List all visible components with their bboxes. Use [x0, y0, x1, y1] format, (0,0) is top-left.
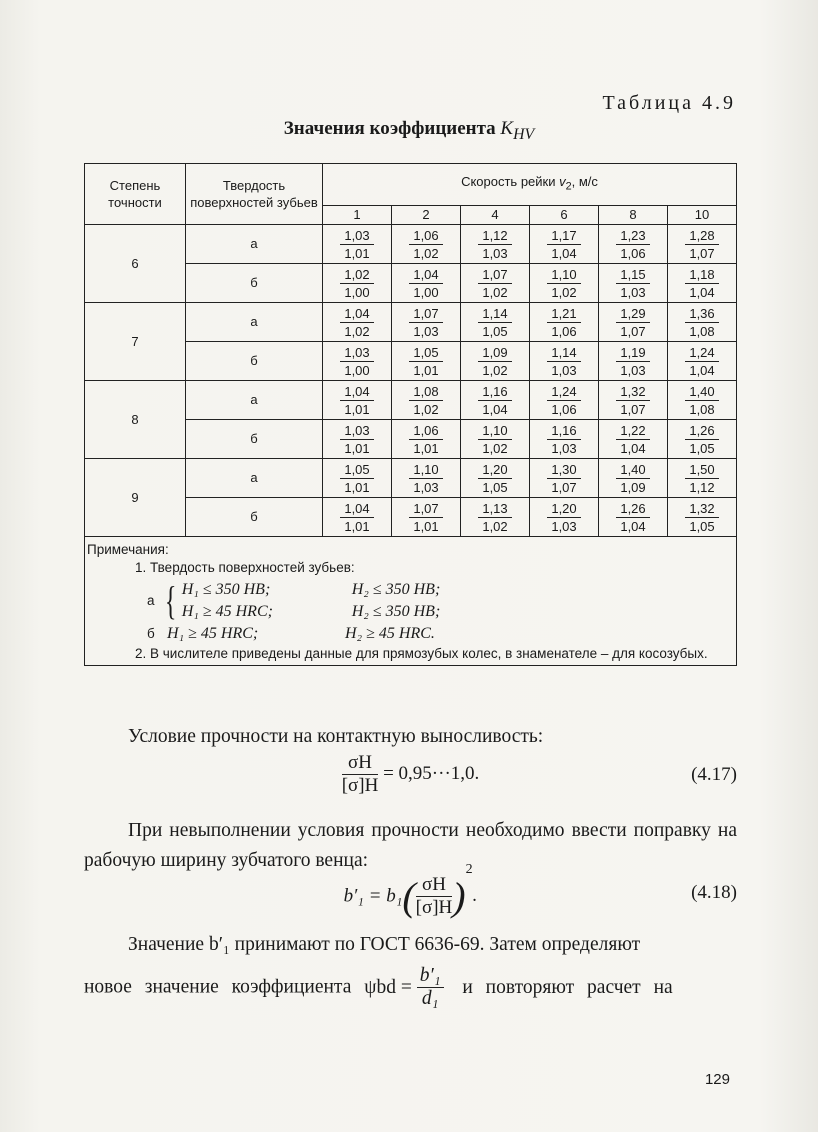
case-a-label: а	[147, 593, 155, 608]
notes	[85, 537, 737, 666]
value-numerator: 1,36	[685, 305, 719, 323]
value-cell	[323, 420, 392, 459]
value-cell	[668, 381, 737, 420]
value-cell	[668, 225, 737, 264]
value-denominator: 1,01	[344, 401, 370, 417]
note-1: 1. Твердость поверхностей зубьев:	[135, 560, 355, 575]
value-cell	[323, 225, 392, 264]
paragraph-2: При невыполнении условия прочности необходимо ввести поправку на рабочую ширину зубчатого венца:	[84, 820, 737, 871]
accuracy-degree: 6	[85, 225, 186, 303]
accuracy-degree: 7	[85, 303, 186, 381]
value-denominator: 1,03	[551, 440, 577, 456]
value-denominator: 1,06	[551, 401, 577, 417]
value-denominator: 1,02	[482, 440, 508, 456]
value-denominator: 1,02	[344, 323, 370, 339]
value-denominator: 1,04	[551, 245, 577, 261]
value-fraction	[685, 227, 719, 262]
table-row	[85, 381, 737, 420]
value-fraction	[409, 422, 443, 457]
value-fraction	[547, 344, 581, 379]
value-denominator: 1,04	[482, 401, 508, 417]
value-numerator: 1,04	[340, 500, 374, 518]
eq418-denominator: [σ]H	[415, 897, 453, 919]
hardness-label-text: а	[250, 392, 258, 407]
value-numerator: 1,40	[616, 461, 650, 479]
value-numerator: 1,10	[478, 422, 512, 440]
value-fraction	[547, 500, 581, 535]
value-numerator: 1,29	[616, 305, 650, 323]
value-numerator: 1,32	[685, 500, 719, 518]
value-fraction	[340, 422, 374, 457]
p4-numerator: b′₁	[417, 965, 444, 988]
value-fraction	[478, 383, 512, 418]
speed-header-cell: 4	[461, 205, 530, 224]
value-denominator: 1,07	[620, 323, 646, 339]
value-fraction	[616, 500, 650, 535]
eq417-rhs: = 0,95···1,0.	[383, 762, 480, 784]
value-fraction	[409, 266, 443, 301]
value-cell	[530, 225, 599, 264]
value-denominator: 1,03	[551, 518, 577, 534]
value-numerator: 1,19	[616, 344, 650, 362]
eq418-numerator: σH	[416, 874, 453, 897]
value-numerator: 1,26	[685, 422, 719, 440]
value-fraction	[340, 227, 374, 262]
value-numerator: 1,04	[409, 266, 443, 284]
value-numerator: 1,21	[547, 305, 581, 323]
value-denominator: 1,05	[482, 479, 508, 495]
eq418-number: (4.18)	[691, 882, 737, 903]
hardness-label	[186, 264, 323, 303]
value-numerator: 1,40	[685, 383, 719, 401]
value-denominator: 1,08	[689, 401, 715, 417]
value-cell	[530, 498, 599, 537]
value-fraction	[478, 305, 512, 340]
value-fraction	[409, 227, 443, 262]
value-fraction	[340, 461, 374, 496]
value-fraction	[478, 461, 512, 496]
header-speed-symbol: v	[559, 174, 566, 190]
value-cell	[392, 342, 461, 381]
value-denominator: 1,04	[689, 362, 715, 378]
value-numerator: 1,32	[616, 383, 650, 401]
case-b-right: H₂ ≥ 45 HRC.	[345, 625, 435, 642]
value-fraction	[340, 266, 374, 301]
value-numerator: 1,23	[616, 227, 650, 245]
value-fraction	[616, 227, 650, 262]
value-denominator: 1,12	[689, 479, 715, 495]
value-cell	[668, 459, 737, 498]
value-fraction	[616, 266, 650, 301]
value-denominator: 1,01	[413, 440, 439, 456]
value-cell	[461, 225, 530, 264]
value-fraction	[409, 344, 443, 379]
accuracy-degree: 9	[85, 459, 186, 537]
hardness-label	[186, 459, 323, 498]
speed-header-cell: 6	[530, 205, 599, 224]
header-speed-sub: 2	[565, 180, 572, 193]
value-fraction	[616, 422, 650, 457]
value-denominator: 1,01	[344, 479, 370, 495]
speed-header-cell: 10	[668, 205, 737, 224]
value-fraction	[409, 500, 443, 535]
value-fraction	[616, 383, 650, 418]
value-numerator: 1,10	[547, 266, 581, 284]
value-fraction	[478, 500, 512, 535]
value-cell	[461, 381, 530, 420]
table-row	[85, 303, 737, 342]
value-fraction	[340, 305, 374, 340]
p4-denominator: d₁	[421, 988, 439, 1009]
equation-4-18: b′₁ = b₁( $\frac{\sigma H}{[\sigma]H}$ )$^2$. (4.18)	[343, 862, 737, 920]
value-numerator: 1,20	[547, 500, 581, 518]
value-numerator: 1,16	[478, 383, 512, 401]
hardness-label	[186, 498, 323, 537]
value-numerator: 1,09	[478, 344, 512, 362]
hardness-label-text: б	[250, 353, 258, 368]
value-numerator: 1,22	[616, 422, 650, 440]
value-numerator: 1,06	[409, 227, 443, 245]
value-denominator: 1,01	[344, 440, 370, 456]
hardness-label	[186, 420, 323, 459]
value-numerator: 1,16	[547, 422, 581, 440]
value-cell	[599, 303, 668, 342]
header-speed-label: Скорость рейки	[461, 174, 556, 190]
table-row	[85, 459, 737, 498]
hardness-label-text: а	[250, 314, 258, 329]
value-cell	[668, 342, 737, 381]
eq417-denominator: [σ]H	[341, 775, 379, 796]
value-fraction	[478, 344, 512, 379]
value-numerator: 1,13	[478, 500, 512, 518]
table-title-text: Значения коэффициента	[283, 118, 496, 139]
value-cell	[668, 420, 737, 459]
value-fraction	[409, 305, 443, 340]
value-numerator: 1,05	[409, 344, 443, 362]
hardness-label-text: б	[250, 275, 258, 290]
value-cell	[392, 303, 461, 342]
value-fraction	[340, 500, 374, 535]
hardness-label-text: а	[250, 236, 258, 251]
eq418-fraction	[416, 874, 453, 919]
value-denominator: 1,03	[482, 245, 508, 261]
value-cell	[323, 381, 392, 420]
value-numerator: 1,03	[340, 344, 374, 362]
value-fraction	[685, 266, 719, 301]
value-denominator: 1,05	[689, 440, 715, 456]
header-speed	[323, 164, 737, 206]
value-fraction	[685, 305, 719, 340]
hardness-label	[186, 342, 323, 381]
case-a2-right: H₂ ≤ 350 HB;	[351, 603, 441, 620]
table-title-sub: HV	[513, 125, 535, 143]
value-fraction	[547, 422, 581, 457]
accuracy-degree: 8	[85, 381, 186, 459]
value-cell	[323, 498, 392, 537]
value-denominator: 1,02	[482, 362, 508, 378]
value-cell	[323, 342, 392, 381]
value-cell	[323, 303, 392, 342]
value-fraction	[478, 227, 512, 262]
table-row	[85, 225, 737, 264]
value-numerator: 1,08	[409, 383, 443, 401]
value-fraction	[340, 344, 374, 379]
value-denominator: 1,05	[689, 518, 715, 534]
value-denominator: 1,02	[413, 245, 439, 261]
eq417-number: (4.17)	[691, 764, 737, 785]
hardness-label	[186, 381, 323, 420]
value-numerator: 1,30	[547, 461, 581, 479]
value-denominator: 1,04	[689, 284, 715, 300]
case-b-left: H₁ ≥ 45 HRC;	[167, 625, 259, 642]
value-cell	[461, 264, 530, 303]
value-denominator: 1,00	[413, 284, 439, 300]
value-numerator: 1,12	[478, 227, 512, 245]
value-cell	[530, 459, 599, 498]
case-a	[147, 579, 732, 623]
value-cell	[461, 459, 530, 498]
value-fraction	[685, 383, 719, 418]
value-numerator: 1,14	[478, 305, 512, 323]
case-a1-left: H₁ ≤ 350 HB;	[181, 581, 271, 598]
value-numerator: 1,02	[340, 266, 374, 284]
value-cell	[461, 498, 530, 537]
value-denominator: 1,03	[620, 284, 646, 300]
table-caption: Таблица 4.9	[602, 92, 736, 114]
value-fraction	[478, 422, 512, 457]
table-title-symbol: K	[500, 118, 514, 139]
value-cell	[599, 459, 668, 498]
notes-heading: Примечания:	[87, 542, 169, 557]
value-cell	[668, 264, 737, 303]
value-cell	[392, 498, 461, 537]
page-number: 129	[704, 1071, 730, 1088]
value-denominator: 1,02	[482, 518, 508, 534]
value-denominator: 1,00	[344, 284, 370, 300]
table-title	[0, 118, 818, 144]
value-numerator: 1,04	[340, 305, 374, 323]
value-numerator: 1,24	[547, 383, 581, 401]
value-fraction	[478, 266, 512, 301]
value-denominator: 1,03	[413, 479, 439, 495]
value-numerator: 1,50	[685, 461, 719, 479]
value-fraction	[409, 383, 443, 418]
value-cell	[392, 381, 461, 420]
hardness-label-text: б	[250, 509, 258, 524]
value-cell	[599, 420, 668, 459]
value-denominator: 1,04	[620, 518, 646, 534]
value-denominator: 1,07	[551, 479, 577, 495]
value-numerator: 1,20	[478, 461, 512, 479]
value-cell	[599, 342, 668, 381]
note-2: 2. В числителе приведены данные для прямозубых колес, в знаменателе – для косозубых.	[135, 646, 708, 661]
value-denominator: 1,09	[620, 479, 646, 495]
value-cell	[392, 459, 461, 498]
value-fraction	[547, 305, 581, 340]
value-numerator: 1,14	[547, 344, 581, 362]
value-cell	[461, 420, 530, 459]
value-denominator: 1,07	[620, 401, 646, 417]
value-numerator: 1,06	[409, 422, 443, 440]
value-denominator: 1,00	[344, 362, 370, 378]
value-numerator: 1,07	[478, 266, 512, 284]
value-cell	[530, 381, 599, 420]
case-b	[147, 623, 732, 645]
hardness-label	[186, 225, 323, 264]
value-cell	[530, 264, 599, 303]
value-cell	[392, 264, 461, 303]
value-fraction	[685, 344, 719, 379]
equation-4-17	[84, 752, 737, 808]
value-numerator: 1,28	[685, 227, 719, 245]
value-fraction	[616, 305, 650, 340]
value-denominator: 1,02	[482, 284, 508, 300]
value-cell	[599, 381, 668, 420]
value-cell	[461, 342, 530, 381]
value-cell	[392, 420, 461, 459]
hardness-label-text: б	[250, 431, 258, 446]
value-denominator: 1,01	[344, 518, 370, 534]
value-cell	[668, 498, 737, 537]
p4-psi: ψbd =	[364, 976, 412, 998]
coefficient-table	[84, 163, 737, 666]
value-numerator: 1,03	[340, 227, 374, 245]
value-denominator: 1,01	[413, 362, 439, 378]
case-a1-right: H₂ ≤ 350 HB;	[351, 581, 441, 598]
value-cell	[323, 459, 392, 498]
p4-start: новое значение коэффициента	[84, 976, 352, 998]
value-cell	[323, 264, 392, 303]
value-numerator: 1,24	[685, 344, 719, 362]
value-fraction	[685, 422, 719, 457]
speed-header-cell: 8	[599, 205, 668, 224]
notes-row	[85, 537, 737, 666]
value-fraction	[409, 461, 443, 496]
value-fraction	[616, 344, 650, 379]
value-denominator: 1,02	[413, 401, 439, 417]
value-denominator: 1,08	[689, 323, 715, 339]
value-cell	[530, 303, 599, 342]
paragraph-3: Значение b′₁ принимают по ГОСТ 6636-69. Затем определяют	[128, 934, 641, 955]
value-denominator: 1,04	[620, 440, 646, 456]
hardness-label	[186, 303, 323, 342]
value-numerator: 1,04	[340, 383, 374, 401]
value-cell	[392, 225, 461, 264]
value-numerator: 1,07	[409, 500, 443, 518]
header-speed-unit: , м/с	[571, 174, 598, 190]
eq417-numerator: σH	[342, 752, 379, 775]
p4-fraction	[417, 965, 444, 1010]
value-numerator: 1,17	[547, 227, 581, 245]
value-denominator: 1,02	[551, 284, 577, 300]
value-numerator: 1,15	[616, 266, 650, 284]
speed-header-cell: 2	[392, 205, 461, 224]
header-accuracy: Степень точности	[85, 164, 186, 225]
eq418-end: .	[472, 885, 478, 906]
value-fraction	[547, 227, 581, 262]
value-fraction	[547, 461, 581, 496]
value-denominator: 1,01	[344, 245, 370, 261]
case-b-label: б	[147, 626, 155, 641]
speed-header-cell: 1	[323, 205, 392, 224]
value-denominator: 1,03	[620, 362, 646, 378]
paragraph-1: Условие прочности на контактную выносливость:	[128, 726, 544, 747]
value-cell	[668, 303, 737, 342]
value-denominator: 1,05	[482, 323, 508, 339]
eq417-fraction	[342, 752, 379, 797]
hardness-label-text: а	[250, 470, 258, 485]
eq418-lhs: b′₁ = b₁	[343, 885, 403, 907]
value-cell	[461, 303, 530, 342]
value-numerator: 1,18	[685, 266, 719, 284]
value-denominator: 1,06	[620, 245, 646, 261]
value-fraction	[685, 461, 719, 496]
value-denominator: 1,07	[689, 245, 715, 261]
value-cell	[599, 225, 668, 264]
header-hardness: Твердость поверхностей зубьев	[186, 164, 323, 225]
value-numerator: 1,10	[409, 461, 443, 479]
value-denominator: 1,03	[551, 362, 577, 378]
value-cell	[530, 420, 599, 459]
value-numerator: 1,26	[616, 500, 650, 518]
value-fraction	[547, 266, 581, 301]
value-denominator: 1,03	[413, 323, 439, 339]
value-numerator: 1,07	[409, 305, 443, 323]
value-numerator: 1,05	[340, 461, 374, 479]
value-denominator: 1,06	[551, 323, 577, 339]
value-cell	[599, 498, 668, 537]
case-a2-left: H₁ ≥ 45 HRC;	[181, 603, 273, 620]
value-numerator: 1,03	[340, 422, 374, 440]
value-cell	[599, 264, 668, 303]
value-fraction	[547, 383, 581, 418]
value-cell	[530, 342, 599, 381]
value-fraction	[685, 500, 719, 535]
p4-end: и повторяют расчет на	[462, 976, 673, 998]
brace-icon: {	[164, 578, 176, 623]
value-denominator: 1,01	[413, 518, 439, 534]
value-fraction	[616, 461, 650, 496]
paragraph-4	[84, 965, 737, 1015]
eq418-power: 2	[465, 862, 473, 877]
value-fraction	[340, 383, 374, 418]
